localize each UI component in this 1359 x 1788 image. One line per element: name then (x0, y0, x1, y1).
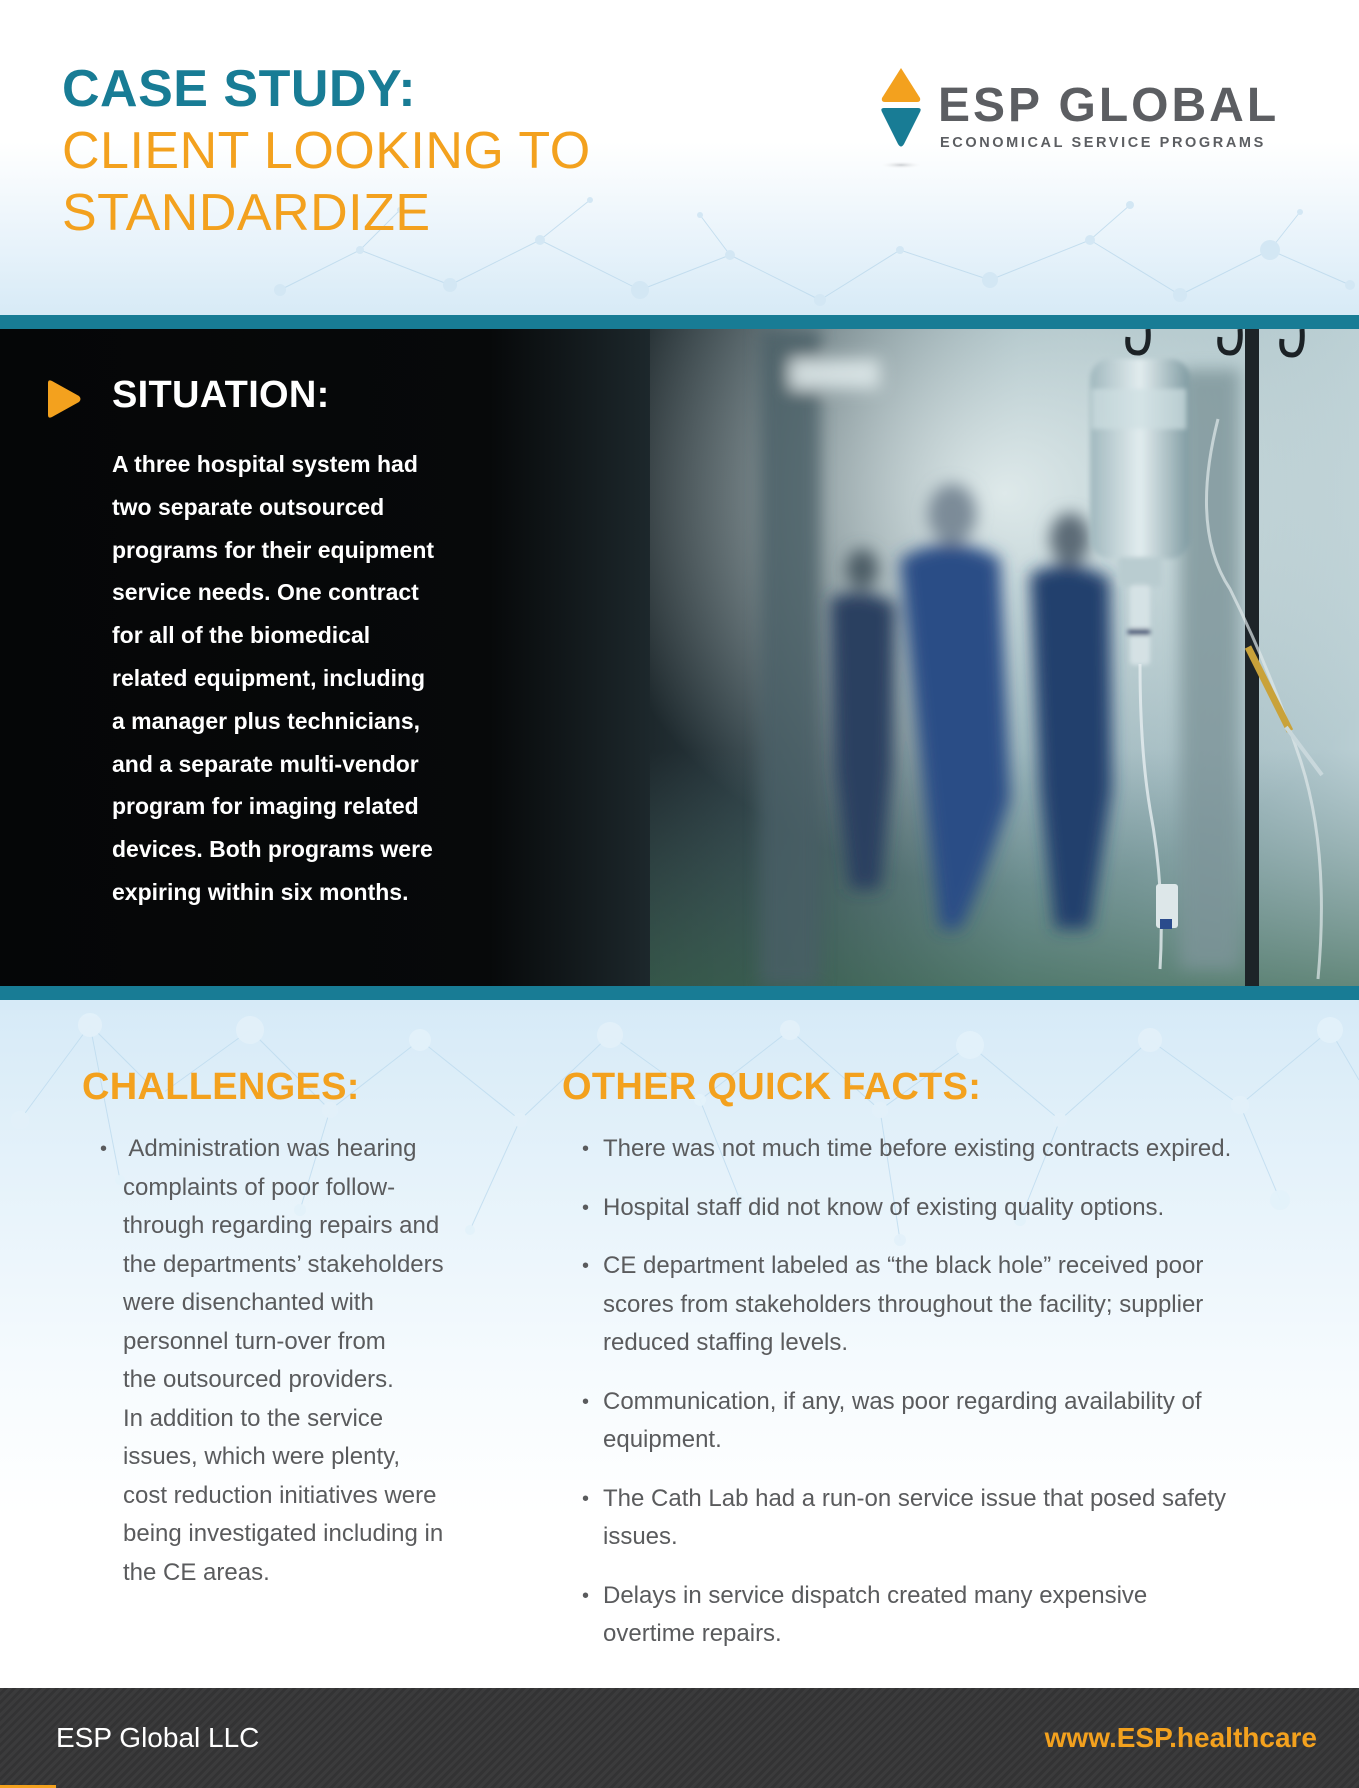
situation-paragraph (112, 443, 492, 914)
challenge-line: personnel turn-over from (123, 1327, 386, 1355)
bullet-icon: • (582, 1196, 590, 1219)
title-case-study: CASE STUDY: (62, 60, 417, 118)
details-section (0, 1000, 1359, 1688)
situation-line: programs for their equipment (112, 536, 435, 563)
quick-facts-list (582, 1130, 1312, 1674)
fact-line: overtime repairs. (603, 1620, 782, 1647)
situation-line: A three hospital system had (112, 451, 418, 477)
bullet-icon: • (582, 1487, 590, 1510)
situation-line: related equipment, including (112, 664, 426, 691)
divider-bar-top (0, 315, 1359, 329)
logo-tagline: ECONOMICAL SERVICE PROGRAMS (940, 135, 1266, 151)
situation-heading: SITUATION: (112, 374, 330, 416)
footer-company-name: ESP Global LLC (56, 1722, 260, 1753)
bullet-icon: • (582, 1255, 590, 1277)
challenge-line: cost reduction initiatives were (123, 1481, 437, 1509)
title-block (62, 58, 591, 244)
logo-mark-icon (876, 66, 926, 176)
list-item (582, 1130, 1312, 1169)
challenge-line: In addition to the service (123, 1404, 384, 1432)
situation-line: two separate outsourced (112, 493, 385, 520)
fact-line: There was not much time before existing contracts expired. (603, 1135, 1232, 1162)
header (0, 0, 1359, 315)
title-subject-line-2: STANDARDIZE (62, 184, 431, 242)
situation-line: for all of the biomedical (112, 622, 371, 649)
footer (0, 1688, 1359, 1788)
challenge-line: Administration was hearing (123, 1135, 417, 1162)
situation-line: program for imaging related (112, 793, 419, 820)
challenge-line: the CE areas. (123, 1558, 270, 1586)
challenge-line: being investigated including in (123, 1520, 444, 1547)
list-item (582, 1383, 1312, 1460)
fact-line: scores from stakeholders throughout the facility; supplier (603, 1290, 1204, 1318)
situation-section (0, 329, 1359, 986)
bullet-icon: • (582, 1138, 590, 1160)
fact-line: Hospital staff did not know of existing quality options. (603, 1193, 1165, 1221)
fact-line: CE department labeled as “the black hole” received poor (603, 1252, 1204, 1279)
challenge-line: complaints of poor follow- (123, 1173, 396, 1201)
challenge-line: were disenchanted with (123, 1289, 374, 1316)
list-item (582, 1577, 1312, 1654)
bullet-icon: • (582, 1584, 590, 1607)
divider-bar-bottom (0, 986, 1359, 1000)
fact-line: Communication, if any, was poor regarding availability of (603, 1387, 1202, 1415)
fact-line: Delays in service dispatch created many expensive (603, 1581, 1148, 1609)
fact-line: equipment. (603, 1426, 722, 1453)
list-item (582, 1189, 1312, 1228)
fact-line: reduced staffing levels. (603, 1329, 849, 1356)
play-arrow-icon (46, 379, 82, 419)
challenges-list (100, 1130, 500, 1592)
list-item (582, 1247, 1312, 1363)
quick-facts-heading: OTHER QUICK FACTS: (562, 1066, 982, 1108)
situation-line: and a separate multi-vendor (112, 750, 419, 777)
situation-line: service needs. One contract (112, 579, 419, 606)
logo-name: ESP GLOBAL (938, 79, 1280, 132)
fact-line: The Cath Lab had a run-on service issue that posed safety (603, 1484, 1227, 1512)
challenges-heading: CHALLENGES: (82, 1066, 360, 1108)
list-item (100, 1130, 500, 1592)
situation-line: devices. Both programs were (112, 836, 433, 863)
challenge-line: the departments’ stakeholders (123, 1250, 444, 1278)
challenge-line: issues, which were plenty, (123, 1443, 401, 1470)
challenge-line: through regarding repairs and (123, 1212, 440, 1239)
esp-global-logo (876, 66, 1296, 176)
situation-line: a manager plus technicians, (112, 707, 421, 734)
list-item (582, 1480, 1312, 1557)
footer-website-link[interactable]: www.ESP.healthcare (1044, 1722, 1317, 1753)
challenge-line: the outsourced providers. (123, 1366, 394, 1393)
title-subject-line-1: CLIENT LOOKING TO (62, 122, 591, 180)
fact-line: issues. (603, 1523, 678, 1550)
bullet-icon: • (582, 1390, 590, 1413)
situation-line: expiring within six months. (112, 878, 409, 905)
bullet-icon: • (100, 1138, 108, 1160)
